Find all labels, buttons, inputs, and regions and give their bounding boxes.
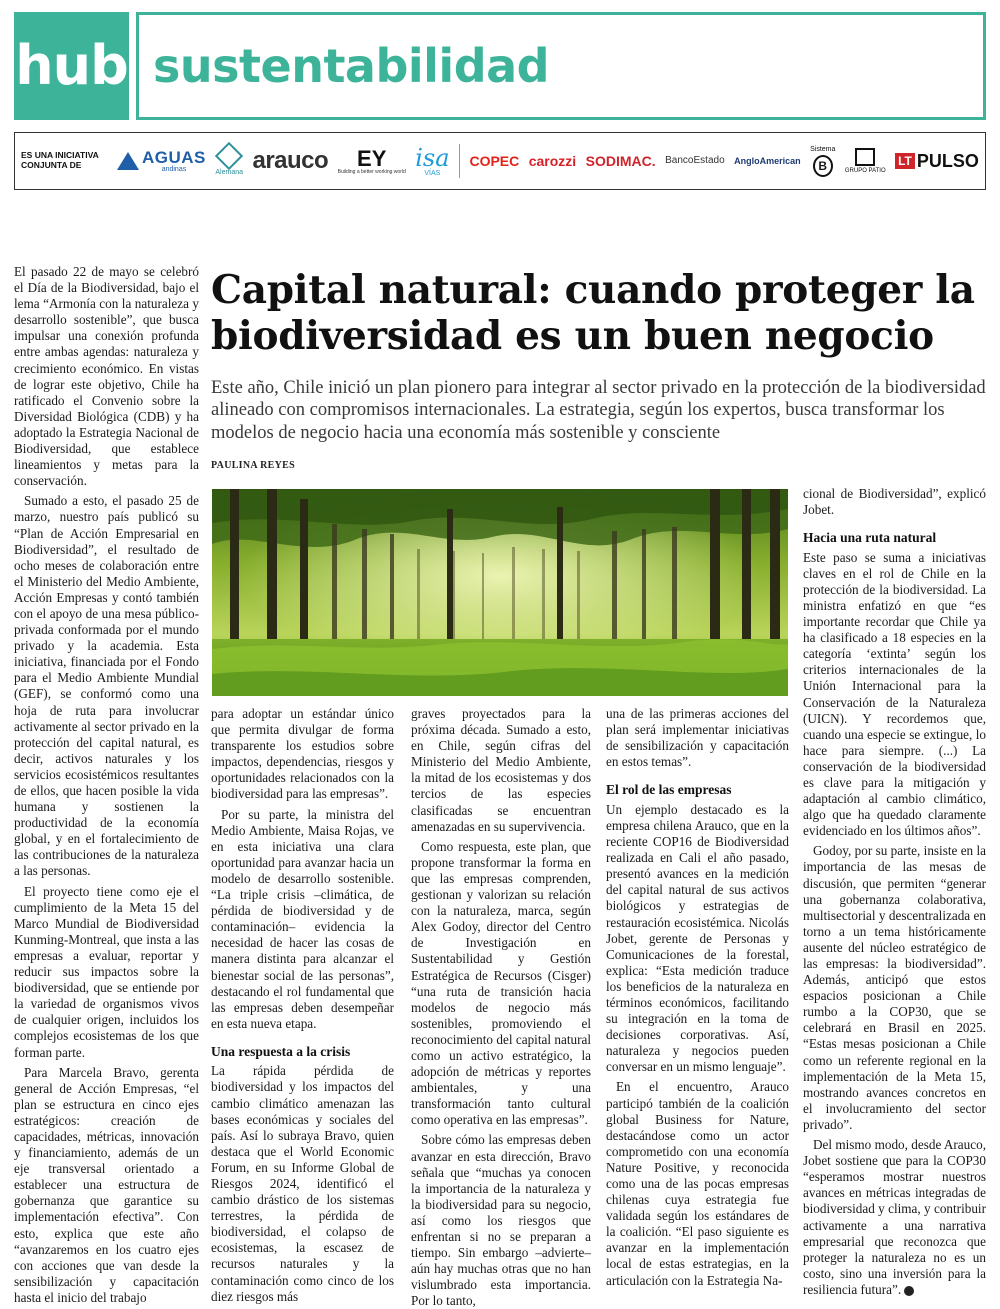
logo-ey-name: EY — [357, 145, 387, 171]
logo-isa-name: isa — [415, 143, 450, 172]
logo-grupo-patio — [845, 148, 886, 174]
logo-angloamerican-name: AngloAmerican — [734, 155, 801, 166]
article-column-1 — [14, 264, 199, 1305]
logo-sistema-b — [810, 146, 835, 177]
paragraph: Por su parte, la ministra del Medio Ambiente, Maisa Rojas, ve en esta iniciativa una clara oportunidad para avanzar hacia un modelo de desarrollo sostenible. “La triple crisis –climática, de pérdida de biodiversidad y de contaminación– evidencia la necesidad de hacer las cosas de manera distinta para alcanzar el bienestar social de las personas”, destacando el rol fundamental que las empresas deben desempeñar en esta nueva etapa. — [211, 806, 394, 1031]
logo-sodimac-name: SODIMAC. — [585, 153, 656, 169]
logo-divider — [459, 144, 460, 178]
logo-sistemab-name: Sistema — [810, 145, 836, 153]
hub-brand-text: hub — [15, 34, 128, 97]
subheading: Hacia una ruta natural — [803, 530, 937, 546]
paragraph: cional de Biodiversidad”, explicó Jobet. — [803, 486, 986, 518]
paragraph: Como respuesta, este plan, que propone transformar la forma en que las empresas comprenden, gestionan y valorizan su relación con la naturaleza, marca, según Alex Godoy, director del Centro de Investigación en Sustentabilidad y Gestión Estratégica de Recursos (Cisger) “una ruta de transición hacia modelos de negocio más sostenibles, promoviendo el reconocimiento del capital natural como un activo estratégico, la adopción de métricas y reportes ambientales, y una transformación tanto cultural como operativa en las empresas”. — [411, 838, 591, 1128]
sponsor-logos — [117, 133, 979, 189]
logo-clinica-alemana — [215, 146, 243, 176]
logo-aguas-name: AGUAS — [142, 148, 206, 167]
article-column-5 — [803, 486, 986, 1297]
paragraph: una de las primeras acciones del plan será implementar iniciativas de sensibilización y capacitación en estos temas”. — [606, 706, 789, 770]
logo-aguas-sub: andinas — [161, 166, 187, 173]
paragraph-final-text: Del mismo modo, desde Arauco, Jobet sostiene que para la COP30 “esperamos mostrar nuestros avances en métricas integradas de biodiversidad y clima, y contribuir activamente a una narrativa empresarial que reconozca que proteger la naturaleza no es un costo, sino una inversión para la resiliencia futura”. — [803, 1137, 986, 1297]
paragraph: El proyecto tiene como eje el cumplimiento de la Meta 15 del Marco Mundial de Biodiversidad Kunming-Montreal, que insta a las empresas a evaluar, reportar y reducir sus impactos sobre la biodiversidad, que se entiende por la variedad de organismos vivos de cualquier origen, incluidos los complejos ecosistemas de los que forman parte. — [14, 883, 199, 1060]
logo-copec-name: COPEC — [469, 153, 520, 169]
article-byline: PAULINA REYES — [211, 460, 296, 471]
paragraph: El pasado 22 de mayo se celebró el Día de la Biodiversidad, bajo el lema “Armonía con la naturaleza y desarrollo sostenible”, que busca impulsar una conexión profunda entre ambas agendas: naturaleza y crecimiento económico. En vistas de lograr este objetivo, Chile ha ratificado el Convenio sobre la Diversidad Biológica (CDB) y ha adoptado la Estrategia Nacional de Biodiversidad, que establece lineamientos y metas para la conservación. — [14, 264, 199, 489]
paragraph: Para Marcela Bravo, gerenta general de Acción Empresas, “el plan se estructura en cinco ejes estratégicos: creación de capacidades, métricas, innovación y financiamiento, además de un eje transversal orientado a establecer una estructura de gobernanza que garantice su implementación efectiva”. Con esto, explica que este año “avanzaremos en los cuatro ejes con acciones que van desde la sensibilización y capacitación hasta el inicio del trabajo — [14, 1064, 199, 1305]
logo-arauco — [252, 149, 328, 173]
logo-carozzi — [529, 154, 576, 168]
logo-pulso-lt: LT — [895, 153, 915, 169]
aguas-mountain-icon — [117, 152, 139, 170]
hub-logo — [14, 12, 129, 120]
logo-patio-name: GRUPO PATIO — [844, 168, 886, 174]
logo-lt-pulso — [895, 152, 979, 170]
logo-copec — [469, 154, 519, 168]
logo-pulso-name: PULSO — [916, 151, 979, 171]
logo-arauco-name: arauco — [252, 147, 329, 174]
logo-angloamerican — [734, 157, 801, 166]
paragraph: Este paso se suma a iniciativas claves en el rol de Chile en la protección de la biodiversidad. La ministra enfatizó en que “es importante recordar que Chile ya ha clasificado a 18 especies en la categoría ‘extinta’ según los criterios internacionales de la Unión Internacional para la Conservación de la Naturaleza (UICN). Y recordemos que, cuando una especie se extingue, lo hace para siempre. (...) La conservación de la biodiversidad es clave para la mitigación y adaptación al cambio climático, algo que ha quedado claramente evidenciado en los últimos años”. — [803, 549, 986, 839]
paragraph: graves proyectados para la próxima década. Sumado a esto, en Chile, según cifras del Ministerio del Medio Ambiente, la mitad de los ecosistemas y dos tercios de las especies clasificadas se encuentran amenazadas en su supervivencia. — [411, 706, 591, 834]
forest-illustration — [212, 489, 788, 696]
paragraph: La rápida pérdida de biodiversidad y los impactos del cambio climático amenazan las bases económicas y sociales del país. Así lo subraya Bravo, quien destaca que el World Economic Forum, en su Informe Global de Riesgos 2024, identificó el cambio drástico de los sistemas terrestres, la pérdida de biodiversidad, el colapso de ecosistemas, la escasez de recursos naturales y la contaminación como cinco de los diez riesgos más — [211, 1063, 394, 1304]
section-title: sustentabilidad — [153, 39, 550, 93]
article-column-2 — [211, 706, 394, 1304]
logo-isa-sub: VÍAS — [424, 169, 441, 177]
alemana-diamond-icon — [215, 142, 243, 170]
subheading: El rol de las empresas — [606, 782, 732, 798]
logo-isa-vias — [415, 143, 450, 177]
logo-bancoestado — [665, 156, 725, 166]
logo-ey-tagline: Building a better working world — [337, 168, 406, 175]
logo-bancoestado-name: BancoEstado — [665, 155, 725, 166]
sponsor-intro: ES UNA INICIATIVA CONJUNTA DE — [21, 150, 99, 170]
paragraph: Godoy, por su parte, insiste en la importancia de las mesas de discusión, que permiten “generar una gobernanza colaborativa, multisectorial y descentralizada en torno a un tema históricamente ausente del núcleo estratégico de las empresas: la biodiversidad”. Además, anticipó que estos espacios posicionan a Chile rumbo a la COP30, que se celebrará en Brasil en 2025. “Estas mesas posicionan a Chile como un referente regional en la implementación de la Meta 15, mostrando avances concretos en el involucramiento del sector privado”. — [803, 843, 986, 1132]
paragraph: Sobre cómo las empresas deben avanzar en esta dirección, Bravo señala que “muchas ya conocen la importancia de la naturaleza y la biodiversidad para su negocio, así como los riesgos que enfrentan si no se preparan a tiempo. Sin embargo –advierte– aún hay muchas otras que no han vislumbrado esta importancia. Por lo tanto, — [411, 1132, 591, 1309]
logo-alemana-name: Alemana — [215, 169, 244, 176]
sponsor-strip — [14, 132, 986, 190]
section-header — [136, 12, 986, 120]
patio-square-icon — [855, 148, 875, 166]
article-column-4 — [606, 706, 789, 1288]
sistemab-b-icon: B — [813, 155, 833, 177]
paragraph-final — [803, 1137, 986, 1298]
logo-ey — [337, 145, 406, 175]
paragraph: Un ejemplo destacado es la empresa chilena Arauco, que en la reciente COP16 de Biodiversidad realizada en Cali el año pasado, presentó avances en la medición del capital natural de sus activos biológicos y estrategias de restauración ecosistémica. Nicolás Jobet, gerente de Personas y Comunicaciones de la forestal, explica: “Esta medición traduce los beneficios de la naturaleza en términos económicos, facilitando su integración en la toma de decisiones corporativas. Así, naturaleza y negocios pueden conversar en un mismo lenguaje”. — [606, 801, 789, 1075]
article-headline: Capital natural: cuando proteger la biodiversidad es un buen negocio — [211, 267, 975, 359]
paragraph: para adoptar un estándar único que permita divulgar de forma transparente los estudios sobre impactos, dependencias, riesgos y oportunidades relacionados con la biodiversidad para las empresas”. — [211, 706, 394, 802]
subheading: Una respuesta a la crisis — [211, 1043, 351, 1059]
logo-carozzi-name: carozzi — [528, 153, 577, 169]
forest-photo — [212, 489, 788, 696]
end-mark-icon — [904, 1286, 914, 1296]
logo-aguas-andinas — [117, 149, 206, 173]
paragraph: En el encuentro, Arauco participó también de la coalición global Business for Nature, destacándose como un actor comprometido con una economía Nature Positive, y reconocida como una de las pocas empresas chilenas cuya estrategia fue validada según los estándares de la coalición. “El paso siguiente es avanzar en la implementación local de estas estrategias, en la articulación con la Estrategia Na- — [606, 1079, 789, 1288]
logo-sodimac — [586, 154, 656, 168]
article-dek: Este año, Chile inició un plan pionero para integrar al sector privado en la protección de la biodiversidad alineado con compromisos internacionales. La estrategia, según los expertos, busca transformar los modelos de negocio hacia una economía más sostenible y consciente — [211, 378, 986, 443]
article-column-3 — [411, 706, 591, 1309]
paragraph: Sumado a esto, el pasado 25 de marzo, nuestro país publicó su “Plan de Acción Empresarial en Biodiversidad”, el resultado de ocho meses de colaboración entre el Ministerio del Medio Ambiente, Acción Empresas y contó también con el apoyo de una mesa público-privada conformada por el mundo privado y la academia. Esta iniciativa, financiada por el Fondo para el Medio Ambiente Mundial (GEF), se conformó como una hoja de ruta para involucrar activamente al sector privado en la protección del capital natural, es decir, activos naturales y los servicios ecosistémicos resultantes de ellos, que hacen posible la vida humana y sostienen la productividad de la economía global, y en el fortalecimiento de las contribuciones de la naturaleza a las personas. — [14, 493, 199, 879]
